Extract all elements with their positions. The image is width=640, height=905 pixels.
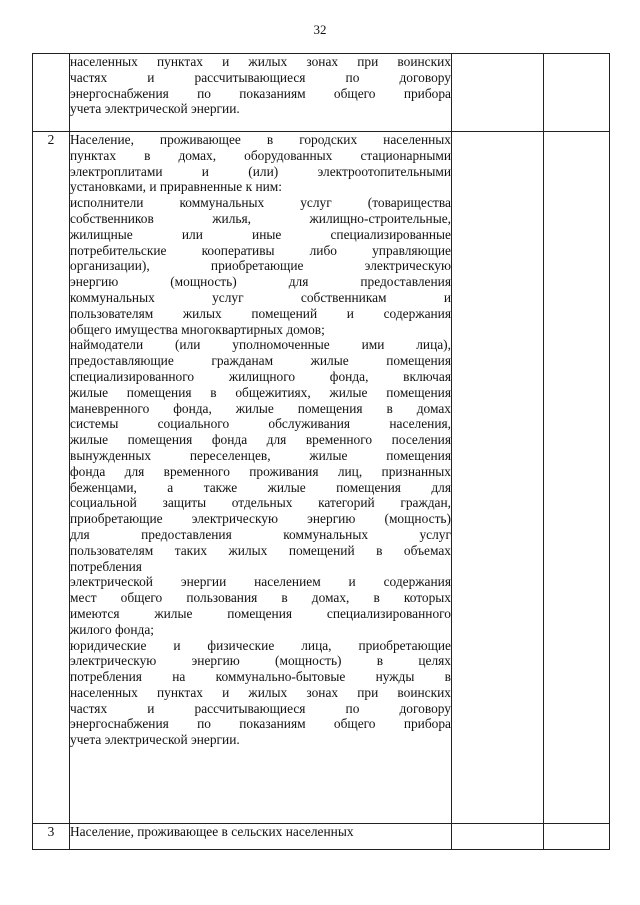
text-line: пользователям таких жилых помещений в объемах xyxy=(70,542,451,558)
text-line: электрическую энергию (мощность) в целях xyxy=(70,653,451,669)
table-row xyxy=(33,824,610,850)
empty-cell xyxy=(544,132,610,824)
text-line: установками, и приравненные к ним: xyxy=(70,179,282,195)
text-line: населенных пунктах и жилых зонах при воинских xyxy=(70,54,451,69)
text-line: энергоснабжения по показаниям общего прибора xyxy=(70,85,451,101)
text-line: жилые помещения фонда для временного поселения xyxy=(70,432,451,448)
text-line: жилого фонда; xyxy=(70,621,155,637)
text-line: исполнители коммунальных услуг (товарищества xyxy=(70,195,451,211)
text-line: потребления xyxy=(70,558,142,574)
text-line: коммунальных услуг собственникам и xyxy=(70,289,451,305)
empty-cell xyxy=(452,132,544,824)
row-description xyxy=(70,824,452,850)
tariff-table xyxy=(32,53,610,850)
text-line: социальной защиты отдельных категорий граждан, xyxy=(70,495,451,511)
empty-cell xyxy=(452,824,544,850)
text-line: общего имущества многоквартирных домов; xyxy=(70,321,325,337)
text-line: собственников жилья, жилищно-строительные, xyxy=(70,210,451,226)
text-line: предоставляющие гражданам жилые помещения xyxy=(70,353,451,369)
text-line: приобретающие электрическую энергию (мощность) xyxy=(70,511,451,527)
text-line: имеются жилые помещения специализированного xyxy=(70,605,451,621)
text-line: пользователям жилых помещений и содержания xyxy=(70,305,451,321)
text-line: учета электрической энергии. xyxy=(70,732,240,748)
table-row xyxy=(33,54,610,132)
text-line: организации), приобретающие электрическую xyxy=(70,258,451,274)
page-number: 32 xyxy=(313,22,327,37)
text-line: беженцами, а также жилые помещения для xyxy=(70,479,451,495)
text-line: потребительские кооперативы либо управляющие xyxy=(70,242,451,258)
text-line: пунктах в домах, оборудованных стационарными xyxy=(70,147,451,163)
text-line: фонда для временного проживания лиц, признанных xyxy=(70,463,451,479)
text-line: наймодатели (или уполномоченные ими лица), xyxy=(70,337,451,353)
text-line: населенных пунктах и жилых зонах при воинских xyxy=(70,684,451,700)
row-number: 3 xyxy=(33,824,70,850)
text-line: учета электрической энергии. xyxy=(70,101,240,117)
row-number: 2 xyxy=(33,132,70,824)
table-row xyxy=(33,132,610,824)
empty-cell xyxy=(544,54,610,132)
row-description xyxy=(70,132,452,824)
text-line: юридические и физические лица, приобретающие xyxy=(70,637,451,653)
text-line: энергоснабжения по показаниям общего прибора xyxy=(70,716,451,732)
text-line: электрической энергии населением и содержания xyxy=(70,574,451,590)
empty-cell xyxy=(544,824,610,850)
empty-cell xyxy=(452,54,544,132)
text-line: жилищные или иные специализированные xyxy=(70,226,451,242)
text-line: Население, проживающее в сельских населенных xyxy=(70,824,354,839)
text-line: системы социального обслуживания населения, xyxy=(70,416,451,432)
text-line: частях и рассчитывающиеся по договору xyxy=(70,700,451,716)
text-line: электроплитами и (или) электроотопительными xyxy=(70,163,451,179)
text-line: маневренного фонда, жилые помещения в домах xyxy=(70,400,451,416)
row-number xyxy=(33,54,70,132)
text-line: мест общего пользования в домах, в которых xyxy=(70,590,451,606)
text-line: жилые помещения в общежитиях, жилые помещения xyxy=(70,384,451,400)
text-line: специализированного жилищного фонда, включая xyxy=(70,368,451,384)
text-line: потребления на коммунально-бытовые нужды в xyxy=(70,669,451,685)
text-line: вынужденных переселенцев, жилые помещения xyxy=(70,447,451,463)
text-line: энергию (мощность) для предоставления xyxy=(70,274,451,290)
text-line: частях и рассчитывающиеся по договору xyxy=(70,69,451,85)
text-line: для предоставления коммунальных услуг xyxy=(70,526,451,542)
row-description xyxy=(70,54,452,132)
text-line: Население, проживающее в городских населенных xyxy=(70,132,451,147)
